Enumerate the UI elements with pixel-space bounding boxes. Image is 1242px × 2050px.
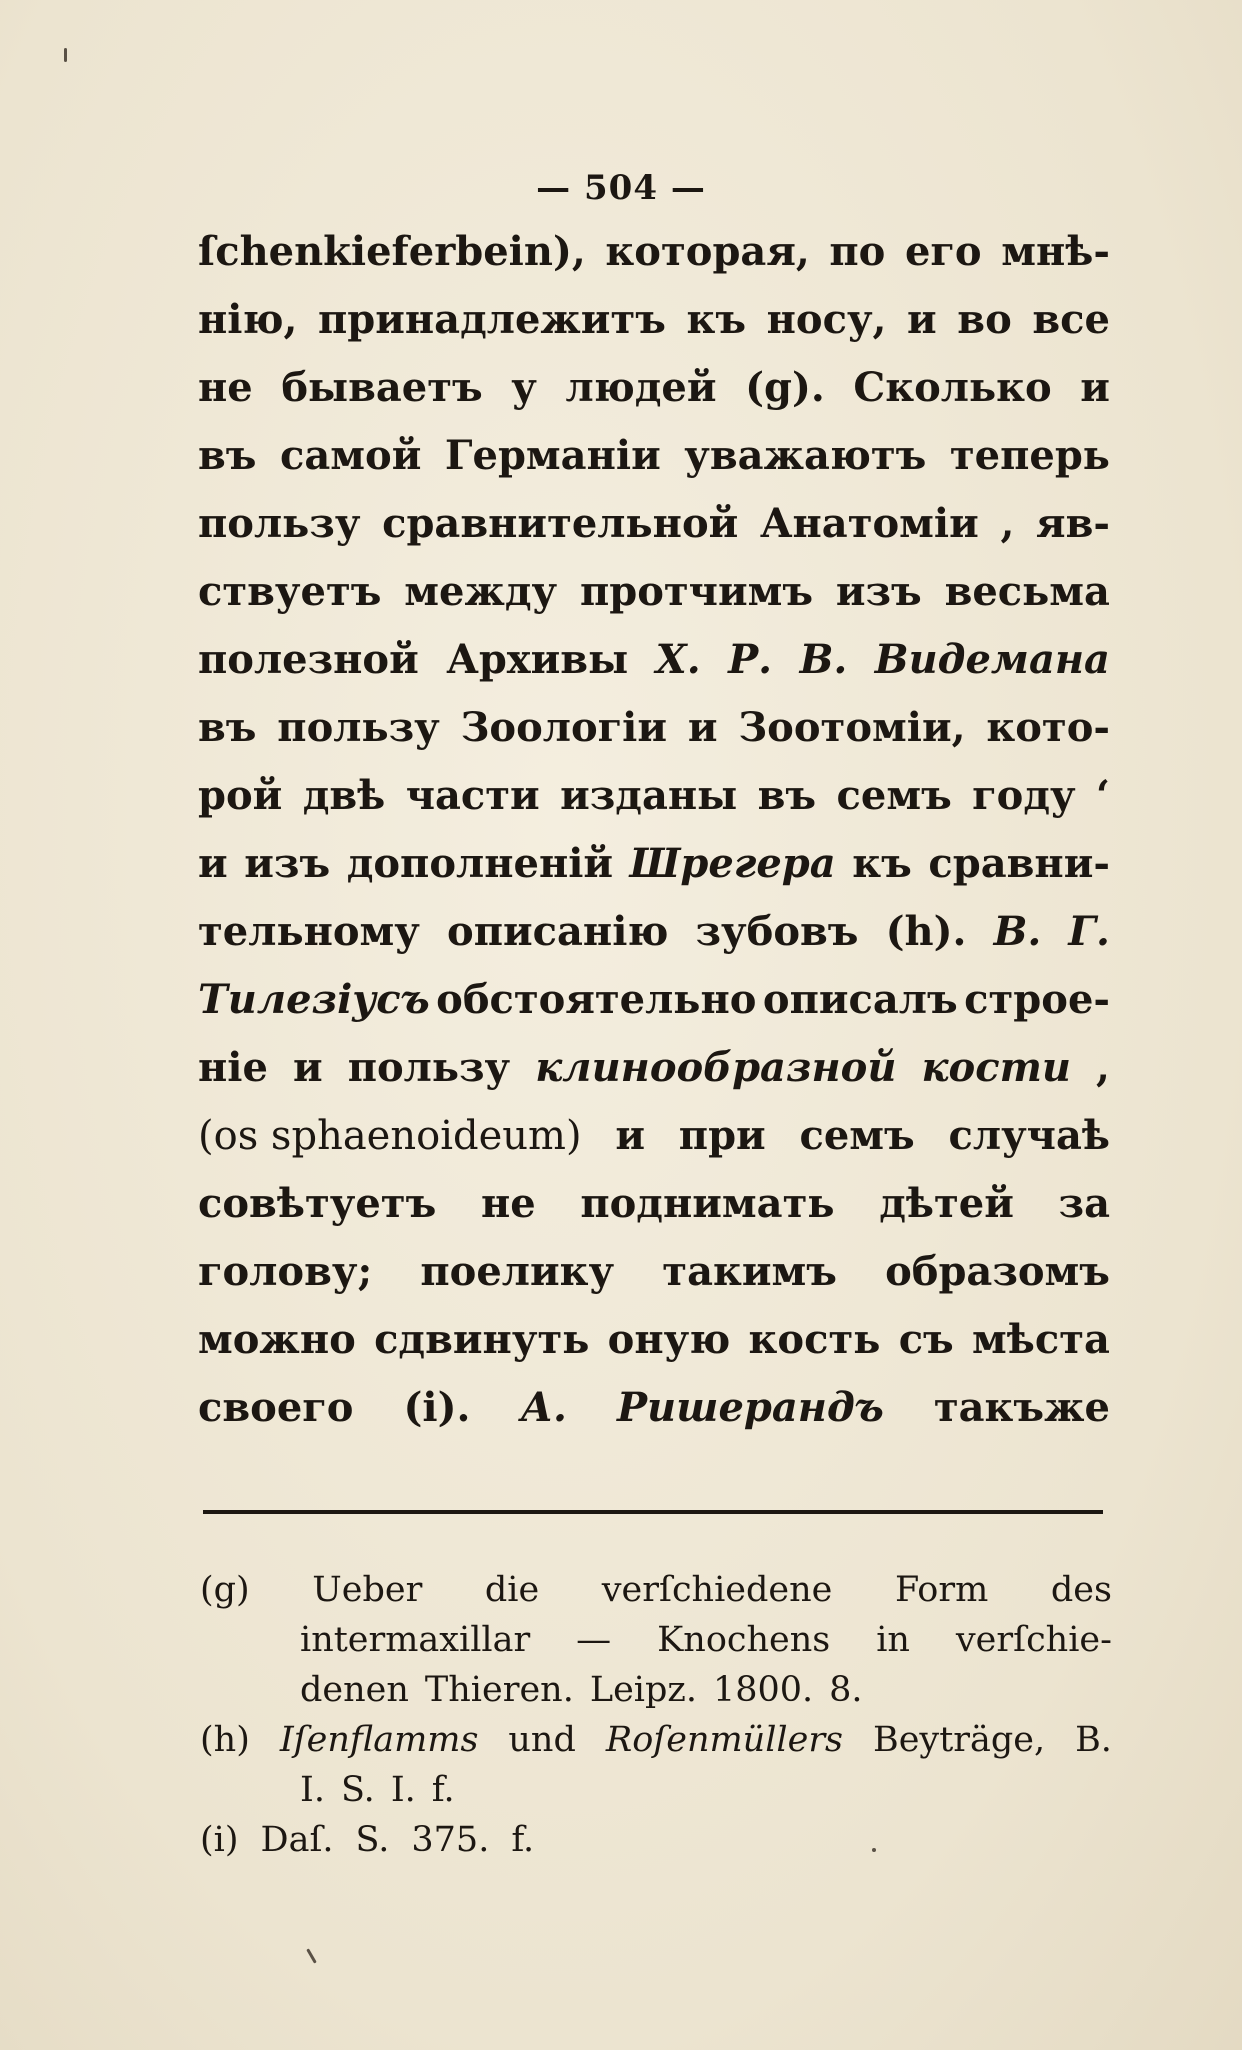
word: мѣста xyxy=(972,1316,1110,1363)
word: Ueber xyxy=(312,1570,423,1610)
text-line xyxy=(198,1180,1110,1248)
word: Ришерандъ xyxy=(616,1384,884,1431)
word: пользу xyxy=(347,1044,511,1091)
word: полезной xyxy=(198,636,419,683)
word: изданы xyxy=(560,772,738,819)
word: въ xyxy=(757,772,817,819)
text-line xyxy=(198,636,1110,704)
word: поелику xyxy=(420,1248,615,1295)
word: Knochens xyxy=(657,1620,831,1660)
page-number: — 504 — xyxy=(536,168,706,208)
word: такимъ xyxy=(662,1248,837,1295)
footnote-rule xyxy=(203,1510,1103,1514)
word: въ xyxy=(198,704,257,751)
word: случаѣ xyxy=(948,1112,1110,1159)
word: 375. xyxy=(411,1820,490,1860)
word: и xyxy=(687,704,718,751)
word: Архивы xyxy=(446,636,629,683)
word: кости xyxy=(921,1044,1071,1091)
word: бываетъ xyxy=(281,364,483,411)
word: А. xyxy=(520,1384,567,1431)
word: его xyxy=(904,228,982,275)
word: рой xyxy=(198,772,283,819)
word: своего xyxy=(198,1384,354,1431)
text-line xyxy=(198,1112,1110,1180)
word: ſchenkieferbein), xyxy=(198,228,586,275)
footnote-h xyxy=(200,1720,1112,1770)
word: нію, xyxy=(198,296,298,343)
word: и xyxy=(292,1044,323,1091)
word: Roſenmüllers xyxy=(605,1720,844,1760)
text-line xyxy=(198,704,1110,772)
word: и xyxy=(907,296,937,343)
word: описалъ xyxy=(762,976,958,1023)
word: не xyxy=(198,364,253,411)
word: теперь xyxy=(949,432,1110,479)
word: S. xyxy=(340,1770,375,1810)
word: и xyxy=(615,1112,646,1159)
word: (h). xyxy=(885,908,967,955)
word: verſchie- xyxy=(955,1620,1112,1660)
word: и xyxy=(198,840,228,887)
word: (g). xyxy=(745,364,825,411)
word: ‘ xyxy=(1096,772,1110,819)
word: зубовъ xyxy=(695,908,859,955)
word: голову; xyxy=(198,1248,373,1295)
word: мнѣ- xyxy=(1001,228,1110,275)
word: изъ xyxy=(835,568,922,615)
word: 8. xyxy=(829,1670,863,1710)
word: съ xyxy=(898,1316,954,1363)
word: протчимъ xyxy=(579,568,814,615)
word: семъ xyxy=(799,1112,915,1159)
word: I. xyxy=(300,1770,325,1810)
word: сдвинуть xyxy=(374,1316,590,1363)
word: сравнительной xyxy=(382,500,739,547)
word: тельному xyxy=(198,908,420,955)
word: поднимать xyxy=(580,1180,835,1227)
word: I. xyxy=(390,1770,416,1810)
margin-speck xyxy=(64,48,67,62)
word: такъже xyxy=(933,1384,1110,1431)
word: яв- xyxy=(1036,500,1110,547)
word: B. xyxy=(1075,1720,1112,1760)
footnote-mark: (g) xyxy=(200,1570,250,1610)
word: можно xyxy=(198,1316,356,1363)
margin-speck xyxy=(306,1948,317,1963)
word: образомъ xyxy=(885,1248,1110,1295)
text-line xyxy=(198,772,1110,840)
text-line xyxy=(198,568,1110,636)
footnote-mark: (h) xyxy=(200,1720,250,1760)
word: и xyxy=(1080,364,1110,411)
text-line xyxy=(198,1384,1110,1452)
word: — xyxy=(576,1620,612,1660)
footnote-mark: (i) xyxy=(200,1820,239,1860)
word: кость xyxy=(748,1316,881,1363)
word: Тилезіусъ xyxy=(198,976,430,1023)
word: Анатоміи xyxy=(759,500,979,547)
word: in xyxy=(876,1620,910,1660)
word: не xyxy=(480,1180,536,1227)
word: къ xyxy=(852,840,912,887)
word: Германіи xyxy=(444,432,661,479)
word: къ xyxy=(686,296,747,343)
word: въ xyxy=(198,432,257,479)
footnote-g xyxy=(200,1570,1112,1620)
word: Шрегера xyxy=(629,840,836,887)
word: S. xyxy=(355,1820,390,1860)
word: В. xyxy=(993,908,1042,955)
word: und xyxy=(508,1720,576,1760)
word: сравни- xyxy=(928,840,1110,887)
word: описанію xyxy=(447,908,669,955)
word: Г. xyxy=(1068,908,1110,955)
word: Iſenflamms xyxy=(279,1720,479,1760)
word: самой xyxy=(280,432,422,479)
word: Thieren. xyxy=(424,1670,574,1710)
word: Зоологіи xyxy=(460,704,668,751)
word: принадлежитъ xyxy=(317,296,666,343)
word: дѣтей xyxy=(879,1180,1014,1227)
word: Form xyxy=(894,1570,989,1610)
footnotes xyxy=(200,1570,1112,1870)
word: Сколько xyxy=(853,364,1052,411)
word: изъ xyxy=(244,840,331,887)
text-line xyxy=(198,1044,1110,1112)
word: клинообразной xyxy=(535,1044,897,1091)
word: Leipz. xyxy=(589,1670,697,1710)
word: 1800. xyxy=(712,1670,814,1710)
text-line xyxy=(198,228,1110,296)
word: des xyxy=(1050,1570,1112,1610)
word: людей xyxy=(565,364,717,411)
word: Видемана xyxy=(874,636,1110,683)
main-text xyxy=(198,228,1110,1452)
word: двѣ xyxy=(302,772,386,819)
word: denen xyxy=(300,1670,409,1710)
word: verſchiedene xyxy=(601,1570,833,1610)
word: пользу xyxy=(277,704,440,751)
word: строе- xyxy=(964,976,1110,1023)
word: при xyxy=(678,1112,766,1159)
word: семъ xyxy=(836,772,952,819)
footnote-line xyxy=(200,1670,1112,1720)
word: дополненій xyxy=(346,840,614,887)
word: die xyxy=(484,1570,540,1610)
word: Р. xyxy=(728,636,773,683)
text-line xyxy=(198,976,1110,1044)
footnote-line xyxy=(200,1620,1112,1670)
word: ствуетъ xyxy=(198,568,382,615)
text-line xyxy=(198,364,1110,432)
word: во xyxy=(957,296,1012,343)
text-line xyxy=(198,296,1110,364)
word: кото- xyxy=(986,704,1110,751)
text-line xyxy=(198,1316,1110,1384)
word: части xyxy=(405,772,540,819)
word: , xyxy=(1000,500,1015,547)
word: за xyxy=(1058,1180,1110,1227)
text-line xyxy=(198,840,1110,908)
word: ніе xyxy=(198,1044,268,1091)
word: Beyträge, xyxy=(872,1720,1046,1760)
footnote-line xyxy=(200,1770,1112,1820)
text-line xyxy=(198,500,1110,568)
word: совѣтуетъ xyxy=(198,1180,437,1227)
text-line xyxy=(198,908,1110,976)
word: обстоятельно xyxy=(436,976,757,1023)
text-line xyxy=(198,432,1110,500)
word: все xyxy=(1032,296,1110,343)
word: году xyxy=(972,772,1076,819)
text-line xyxy=(198,1248,1110,1316)
word: которая, xyxy=(605,228,810,275)
word: носу, xyxy=(766,296,887,343)
word: Зоотоміи, xyxy=(738,704,966,751)
word: intermaxillar xyxy=(300,1620,531,1660)
word: уважаютъ xyxy=(684,432,927,479)
word: по xyxy=(829,228,886,275)
word: , xyxy=(1096,1044,1110,1091)
footnote-i xyxy=(200,1820,1112,1870)
word: у xyxy=(511,364,537,411)
word: f. xyxy=(431,1770,455,1810)
word: В. xyxy=(799,636,848,683)
word: весьма xyxy=(944,568,1110,615)
word: пользу xyxy=(198,500,361,547)
word: между xyxy=(404,568,558,615)
word: Х. xyxy=(655,636,701,683)
word: f. xyxy=(511,1820,535,1860)
word: Daſ. xyxy=(260,1820,334,1860)
word: (os sphaenoideum) xyxy=(198,1113,582,1159)
word: оную xyxy=(607,1316,731,1363)
word: (i). xyxy=(403,1384,471,1431)
